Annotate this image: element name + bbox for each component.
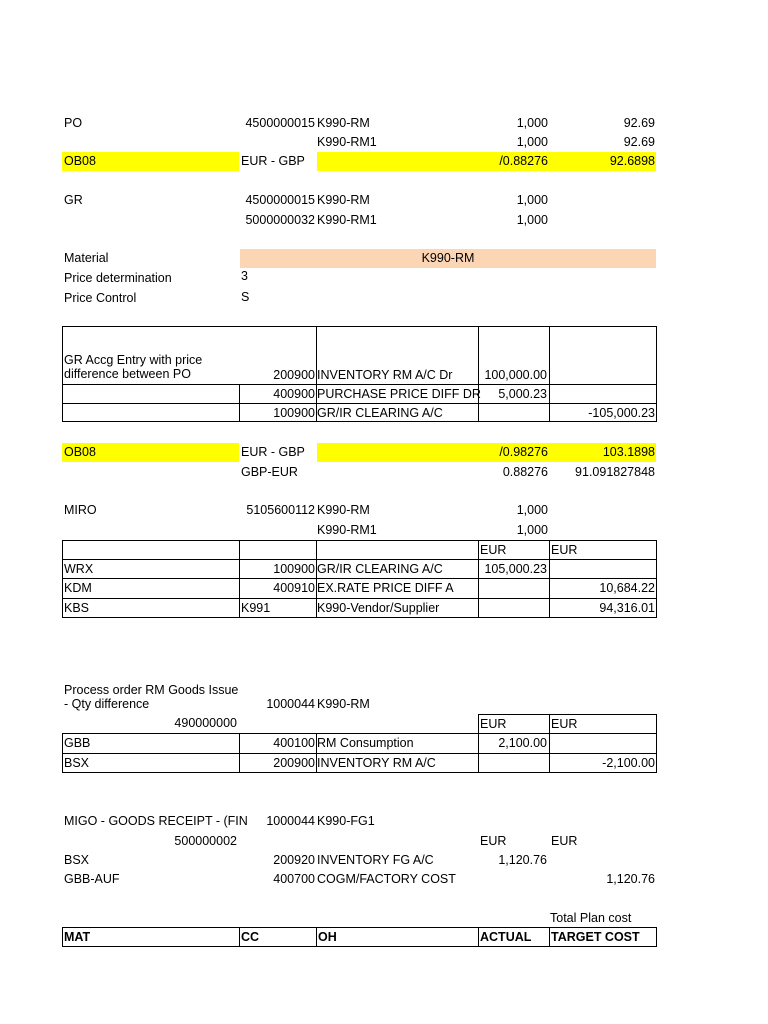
migo-currency-cr: EUR	[551, 834, 578, 848]
process-order-text-2: INVENTORY RM A/C	[317, 756, 436, 770]
po-qty-2: 1,000	[516, 135, 548, 149]
gr-mat-2: K990-RM1	[317, 213, 377, 227]
migo-acct-1: 200920	[273, 853, 315, 867]
gr-label: GR	[64, 193, 83, 207]
po-doc-1: 4500000015	[245, 116, 315, 130]
migo-currency-dr: EUR	[480, 834, 507, 848]
po-table-col-line	[656, 714, 657, 733]
process-order-currency-cr: EUR	[551, 717, 578, 731]
miro-currency-cr: EUR	[551, 543, 578, 557]
summary-header-actual: ACTUAL	[480, 930, 532, 944]
po-qty-1: 1,000	[516, 116, 548, 130]
po-price-1: 92.69	[623, 116, 655, 130]
gr-qty-2: 1,000	[516, 213, 548, 227]
ob08-2-label: OB08	[64, 445, 96, 459]
po-mat-1: K990-RM	[317, 116, 370, 130]
ob08-2-pair-2: GBP-EUR	[241, 465, 298, 479]
ob08-2-value-2: 91.091827848	[575, 465, 655, 479]
miro-text-3: K990-Vendor/Supplier	[317, 601, 440, 615]
gr-mat-1: K990-RM	[317, 193, 370, 207]
material-value: K990-RM	[421, 251, 475, 265]
miro-cr-3: 94,316.01	[599, 601, 655, 615]
miro-acct-1: 100900	[273, 562, 315, 576]
miro-dr-1: 105,000.23	[484, 562, 547, 576]
migo-code-1: BSX	[64, 853, 90, 867]
gr-entry-text-3: GR/IR CLEARING A/C	[317, 406, 443, 420]
migo-dr-1: 1,120.76	[498, 853, 547, 867]
gr-entry-text-2: PURCHASE PRICE DIFF DR	[317, 387, 481, 401]
migo-doc: 500000002	[174, 834, 237, 848]
process-order-acct-1: 400100	[273, 736, 315, 750]
gr-entry-gl-1: 200900	[273, 368, 315, 382]
price-control-label: Price Control	[64, 291, 137, 305]
ob08-rate: /0.88276	[499, 154, 548, 168]
summary-col-line	[478, 927, 479, 947]
gr-entry-dr-1: 100,000.00	[484, 368, 547, 382]
miro-doc-1: 5105600112	[246, 503, 315, 517]
miro-label: MIRO	[64, 503, 97, 517]
total-plan-cost-label: Total Plan cost	[550, 911, 632, 925]
price-determination-label: Price determination	[64, 271, 172, 285]
gr-qty-1: 1,000	[516, 193, 548, 207]
miro-qty-2: 1,000	[516, 523, 548, 537]
miro-code-1: WRX	[64, 562, 94, 576]
process-order-code-1: GBB	[64, 736, 91, 750]
process-order-material: K990-RM	[317, 697, 370, 711]
po-label: PO	[64, 116, 83, 130]
gr-entry-description: GR Accg Entry with price difference between PO	[64, 353, 203, 381]
process-order-currency-dr: EUR	[480, 717, 507, 731]
summary-header-target-cost: TARGET COST	[551, 930, 640, 944]
miro-acct-2: 400910	[273, 581, 315, 595]
process-order-description: Process order RM Goods Issue - Qty difference	[64, 683, 239, 711]
miro-col-line	[478, 540, 479, 618]
migo-cr-2: 1,120.76	[606, 872, 655, 886]
gr-entry-cr-3: -105,000.23	[588, 406, 655, 420]
po-price-2: 92.69	[623, 135, 655, 149]
migo-description: MIGO - GOODS RECEIPT - (FIN	[64, 814, 248, 828]
miro-code-3: KBS	[64, 601, 90, 615]
migo-order: 1000044	[266, 814, 315, 828]
process-order-acct-2: 200900	[273, 756, 315, 770]
po-table-col-line	[478, 714, 479, 733]
summary-header-oh: OH	[318, 930, 337, 944]
ob08-label: OB08	[64, 154, 96, 168]
gr-doc-1: 4500000015	[245, 193, 315, 207]
process-order-cr-2: -2,100.00	[602, 756, 655, 770]
summary-col-line	[549, 927, 550, 947]
migo-text-2: COGM/FACTORY COST	[317, 872, 456, 886]
process-order-text-1: RM Consumption	[317, 736, 414, 750]
ob08-2-rate-2: 0.88276	[502, 465, 548, 479]
process-order-dr-1: 2,100.00	[498, 736, 547, 750]
migo-acct-2: 400700	[273, 872, 315, 886]
process-order-code-2: BSX	[64, 756, 90, 770]
migo-text-1: INVENTORY FG A/C	[317, 853, 434, 867]
gr-entry-gl-3: 100900	[273, 406, 315, 420]
miro-code-2: KDM	[64, 581, 92, 595]
price-determination-value: 3	[241, 269, 248, 283]
miro-mat-2: K990-RM1	[317, 523, 377, 537]
material-label: Material	[64, 251, 109, 265]
gr-doc-2: 5000000032	[245, 213, 315, 227]
po-mat-2: K990-RM1	[317, 135, 377, 149]
miro-text-1: GR/IR CLEARING A/C	[317, 562, 443, 576]
gr-entry-gl-2: 400900	[273, 387, 315, 401]
miro-mat-1: K990-RM	[317, 503, 370, 517]
ob08-pair: EUR - GBP	[241, 154, 305, 168]
ob08-2-value: 103.1898	[602, 445, 655, 459]
process-order-doc: 490000000	[174, 716, 237, 730]
miro-qty-1: 1,000	[516, 503, 548, 517]
price-control-value: S	[241, 290, 250, 304]
summary-header-cc: CC	[241, 930, 260, 944]
gr-entry-text-1: INVENTORY RM A/C Dr	[317, 368, 453, 382]
miro-text-2: EX.RATE PRICE DIFF A	[317, 581, 454, 595]
summary-header-mat: MAT	[64, 930, 91, 944]
process-order-number: 1000044	[266, 697, 315, 711]
summary-col-line	[316, 927, 317, 947]
migo-material: K990-FG1	[317, 814, 375, 828]
ob08-2-pair: EUR - GBP	[241, 445, 305, 459]
miro-acct-3: K991	[241, 601, 271, 615]
ob08-value: 92.6898	[609, 154, 655, 168]
ob08-2-rate: /0.98276	[499, 445, 548, 459]
miro-currency-dr: EUR	[480, 543, 507, 557]
gr-entry-dr-2: 5,000.23	[498, 387, 547, 401]
migo-code-2: GBB-AUF	[64, 872, 120, 886]
summary-col-line	[239, 927, 240, 947]
miro-cr-2: 10,684.22	[599, 581, 655, 595]
